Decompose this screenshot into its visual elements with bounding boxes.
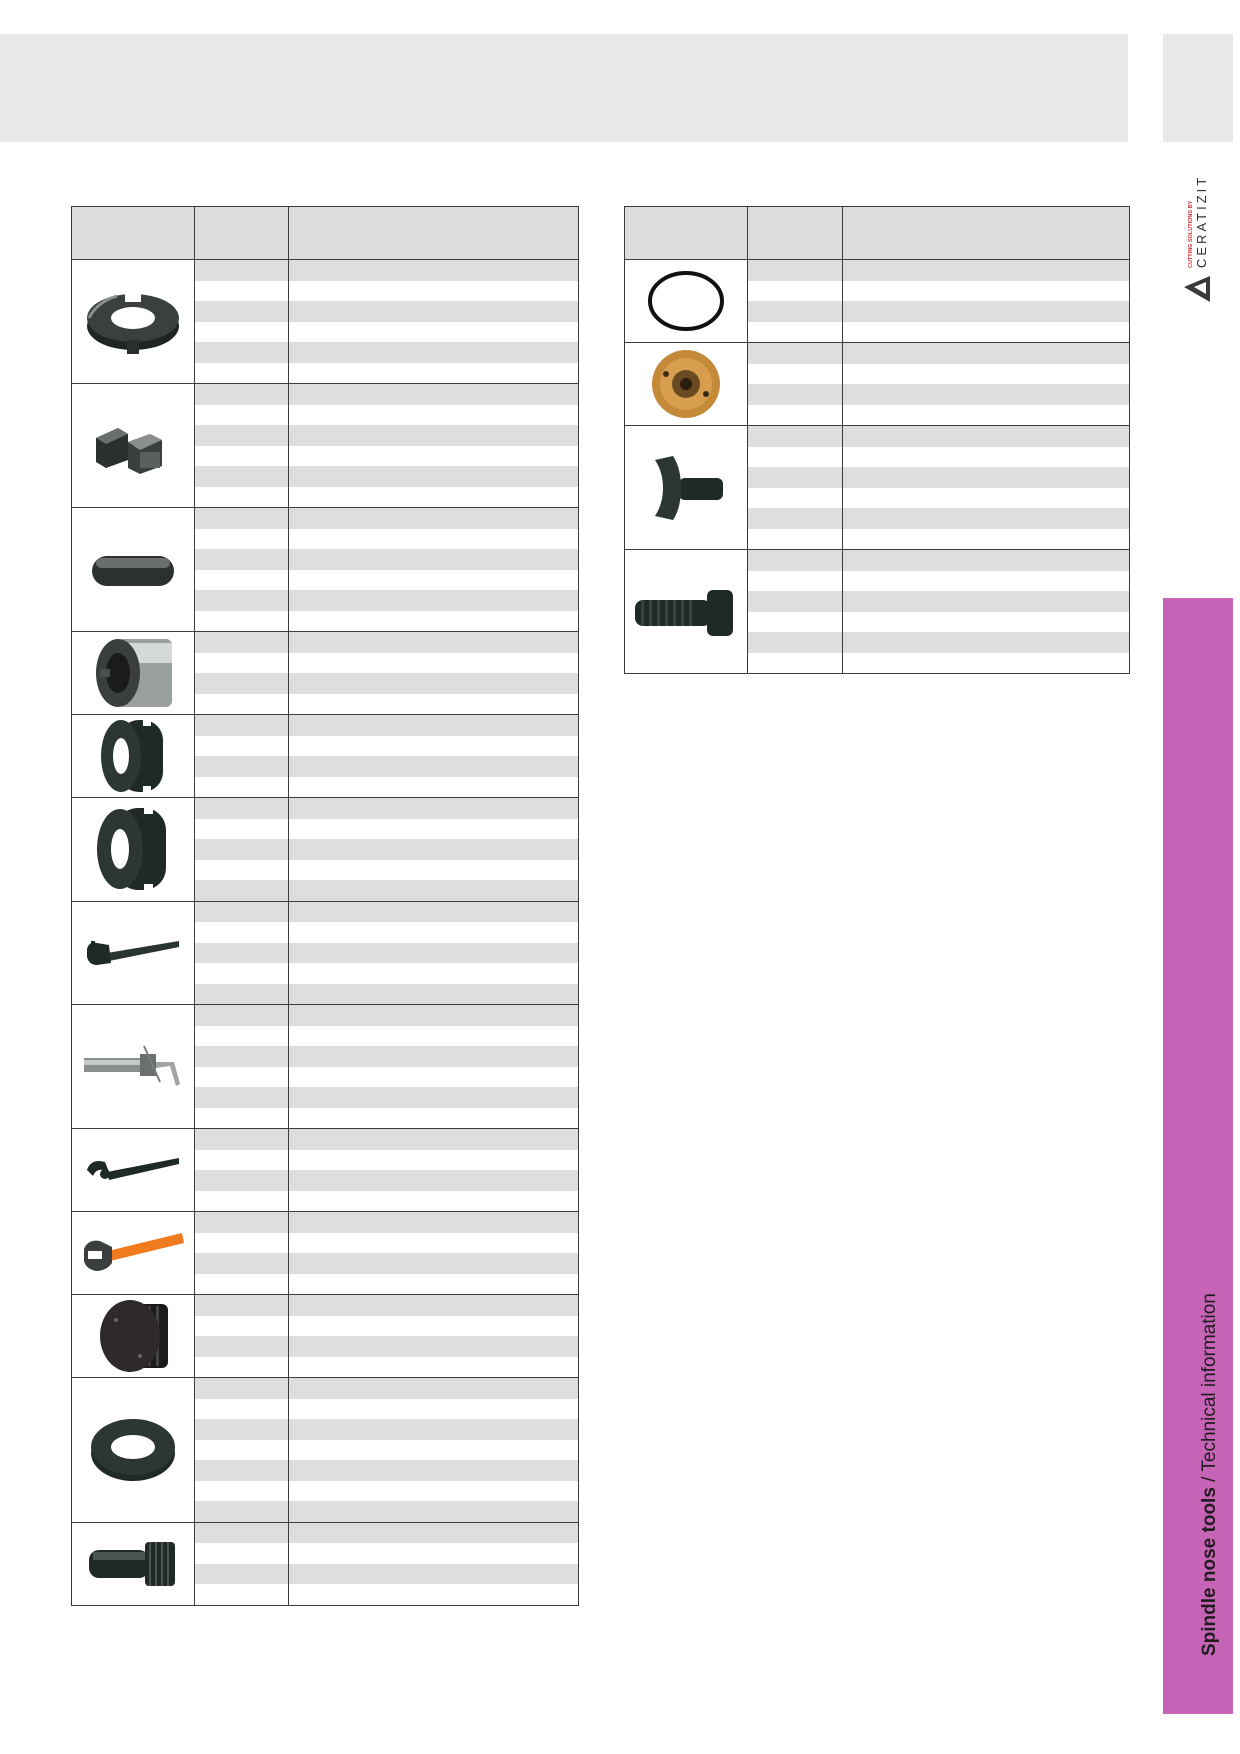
table-cell [289,1026,579,1047]
table-cell [843,301,1130,322]
table-cell [748,571,843,592]
table-cell [195,1274,289,1295]
table-cell [195,301,289,322]
table-cell [748,529,843,550]
table-cell [289,466,579,487]
table-row [625,426,1130,447]
table-cell [195,466,289,487]
table-row [72,1129,579,1150]
table-cell [195,673,289,694]
table-cell [289,1440,579,1461]
table-cell [289,1067,579,1088]
table-cell [289,798,579,819]
table-cell [289,590,579,611]
table-cell [748,591,843,612]
table-cell [289,1046,579,1067]
brand-name: CERATIZIT [1194,174,1209,268]
header-cell [625,207,748,260]
table-cell [748,488,843,509]
orange-handle-wrench-icon [72,1223,194,1283]
table-cell [748,467,843,488]
table-cell [195,1233,289,1254]
table-cell [289,1419,579,1440]
table-cell [289,736,579,757]
table-row [72,1212,579,1233]
product-image-cell [72,1378,195,1523]
header-band [0,34,1128,142]
table-cell [289,860,579,881]
table-cell [289,1501,579,1522]
table-cell [289,880,579,901]
table-cell [195,1564,289,1585]
table-cell [195,819,289,840]
table-cell [748,260,843,281]
table-cell [289,1316,579,1337]
table-cell [289,1005,579,1026]
side-tab-gray [1163,34,1233,142]
table-cell [289,839,579,860]
section-label-rest: / Technical information [1199,1293,1220,1488]
table-cell [195,425,289,446]
slotted-nut-small-icon [72,716,194,796]
section-tab [1163,598,1233,1714]
table-cell [289,405,579,426]
product-image-cell [72,508,195,632]
table-cell [195,1212,289,1233]
table-cell [195,1253,289,1274]
table-cell [289,529,579,550]
table-cell [289,1233,579,1254]
table-cell [289,301,579,322]
table-cell [195,1108,289,1129]
table-cell [195,798,289,819]
table-cell [195,922,289,943]
table-cell [195,1378,289,1399]
table-cell [195,1191,289,1212]
torque-key-icon [72,1042,194,1092]
table-cell [195,549,289,570]
header-cell [843,207,1130,260]
table-cell [289,508,579,529]
table-cell [195,943,289,964]
section-label [1199,1293,1221,1656]
left-parts-table [71,206,579,1606]
table-row [72,1295,579,1316]
table-cell [289,715,579,736]
table-cell [748,508,843,529]
table-cell [748,550,843,571]
table-cell [289,1584,579,1605]
table-row [72,1522,579,1543]
table-cell [289,1212,579,1233]
table-cell [843,364,1130,385]
table-row [72,260,579,281]
table-cell [748,426,843,447]
table-cell [195,963,289,984]
table-cell [195,508,289,529]
table-cell [843,612,1130,633]
table-cell [289,425,579,446]
ring-nut-icon [72,1415,194,1485]
table-cell [289,922,579,943]
product-image-cell [625,260,748,343]
table-cell [289,1108,579,1129]
table-cell [289,1357,579,1378]
product-image-cell [72,798,195,902]
table-cell [843,447,1130,468]
table-cell [195,281,289,302]
table-cell [195,839,289,860]
table-cell [289,322,579,343]
brand-tagline: CUTTING SOLUTIONS BY [1188,200,1194,268]
table-cell [195,1481,289,1502]
table-cell [195,1357,289,1378]
table-cell [289,487,579,508]
table-row [72,632,579,653]
table-cell [843,632,1130,653]
table-cell [195,632,289,653]
table-cell [195,880,289,901]
table-cell [748,653,843,674]
table-cell [748,364,843,385]
threaded-cap-icon [72,1296,194,1376]
table-row [625,550,1130,571]
table-cell [195,1129,289,1150]
table-cell [289,1150,579,1171]
table-cell [195,1460,289,1481]
table-cell [289,384,579,405]
table-cell [748,384,843,405]
ceratizit-logo [1160,148,1240,308]
table-cell [289,1378,579,1399]
header-cell [289,207,579,260]
collet-nut-icon [72,633,194,713]
table-row [72,384,579,405]
table-cell [843,653,1130,674]
table-cell [195,342,289,363]
split-clamping-ring-icon [72,282,194,362]
table-cell [195,860,289,881]
table-cell [195,487,289,508]
product-image-cell [72,715,195,798]
table-cell [195,1584,289,1605]
table-cell [843,322,1130,343]
product-image-cell [72,1005,195,1129]
table-cell [289,901,579,922]
table-cell [843,508,1130,529]
table-cell [195,1046,289,1067]
table-row [72,508,579,529]
table-cell [289,984,579,1005]
product-image-cell [72,1522,195,1605]
table-cell [289,1191,579,1212]
table-cell [748,612,843,633]
table-cell [195,653,289,674]
product-image-cell [72,901,195,1005]
table-cell [195,901,289,922]
table-cell [195,777,289,798]
table-cell [195,363,289,384]
table-header-row [72,207,579,260]
table-cell [195,322,289,343]
table-cell [748,281,843,302]
table-cell [748,322,843,343]
table-cell [289,943,579,964]
table-cell [195,1399,289,1420]
table-header-row [625,207,1130,260]
table-cell [289,653,579,674]
table-cell [289,549,579,570]
table-cell [289,570,579,591]
cap-screw-icon [625,582,747,642]
table-cell [195,1026,289,1047]
table-cell [748,405,843,426]
table-cell [195,1440,289,1461]
header-cell [72,207,195,260]
table-row [625,343,1130,364]
table-cell [748,447,843,468]
table-cell [843,571,1130,592]
table-cell [843,260,1130,281]
table-cell [195,1170,289,1191]
table-cell [195,260,289,281]
table-cell [289,1129,579,1150]
table-cell [289,694,579,715]
table-cell [195,446,289,467]
table-row [625,260,1130,281]
table-cell [843,488,1130,509]
table-cell [289,1170,579,1191]
table-cell [195,984,289,1005]
coolant-valve-icon [625,344,747,424]
table-cell [195,715,289,736]
table-cell [289,963,579,984]
product-image-cell [625,550,748,674]
product-image-cell [72,384,195,508]
table-cell [289,632,579,653]
product-image-cell [625,426,748,550]
table-cell [195,1067,289,1088]
table-cell [195,1543,289,1564]
section-label-bold: Spindle nose tools [1199,1487,1220,1656]
table-cell [843,467,1130,488]
table-row [72,901,579,922]
product-image-cell [72,1295,195,1378]
table-cell [195,1336,289,1357]
table-cell [195,1419,289,1440]
table-cell [843,281,1130,302]
table-cell [748,632,843,653]
product-image-cell [72,260,195,384]
table-cell [289,756,579,777]
table-cell [843,426,1130,447]
table-cell [195,529,289,550]
table-cell [195,611,289,632]
table-cell [195,1501,289,1522]
table-cell [289,281,579,302]
table-cell [289,1543,579,1564]
table-cell [289,819,579,840]
table-cell [289,260,579,281]
slotted-nut-large-icon [72,804,194,894]
table-cell [289,1253,579,1274]
table-row [72,798,579,819]
table-cell [195,1087,289,1108]
table-row [72,715,579,736]
table-cell [289,1295,579,1316]
product-image-cell [72,632,195,715]
right-parts-table [624,206,1130,674]
table-cell [289,1522,579,1543]
table-cell [843,343,1130,364]
table-cell [289,611,579,632]
table-cell [289,1481,579,1502]
table-cell [289,1460,579,1481]
table-cell [195,590,289,611]
pin-wrench-icon [72,931,194,975]
feather-key-icon [72,548,194,592]
o-ring-icon [625,266,747,336]
table-cell [289,1087,579,1108]
table-cell [843,384,1130,405]
table-cell [195,694,289,715]
table-cell [289,777,579,798]
header-cell [195,207,289,260]
clamping-screw-icon [625,448,747,528]
table-cell [843,529,1130,550]
table-cell [289,1274,579,1295]
table-cell [195,1522,289,1543]
product-image-cell [72,1129,195,1212]
table-cell [843,591,1130,612]
product-image-cell [625,343,748,426]
table-cell [289,446,579,467]
table-cell [195,756,289,777]
table-row [72,1005,579,1026]
table-cell [195,384,289,405]
table-cell [289,363,579,384]
product-image-cell [72,1212,195,1295]
table-cell [289,342,579,363]
table-cell [289,1399,579,1420]
table-cell [843,550,1130,571]
header-cell [748,207,843,260]
table-cell [289,1564,579,1585]
threaded-bolt-icon [72,1534,194,1594]
clamping-jaws-icon [72,416,194,476]
table-cell [843,405,1130,426]
table-cell [748,343,843,364]
table-cell [195,405,289,426]
table-cell [289,673,579,694]
table-cell [195,1005,289,1026]
table-row [72,1378,579,1399]
table-cell [195,570,289,591]
table-cell [195,736,289,757]
table-cell [748,301,843,322]
table-cell [195,1295,289,1316]
hook-wrench-icon [72,1150,194,1190]
table-cell [195,1150,289,1171]
table-cell [195,1316,289,1337]
table-cell [289,1336,579,1357]
